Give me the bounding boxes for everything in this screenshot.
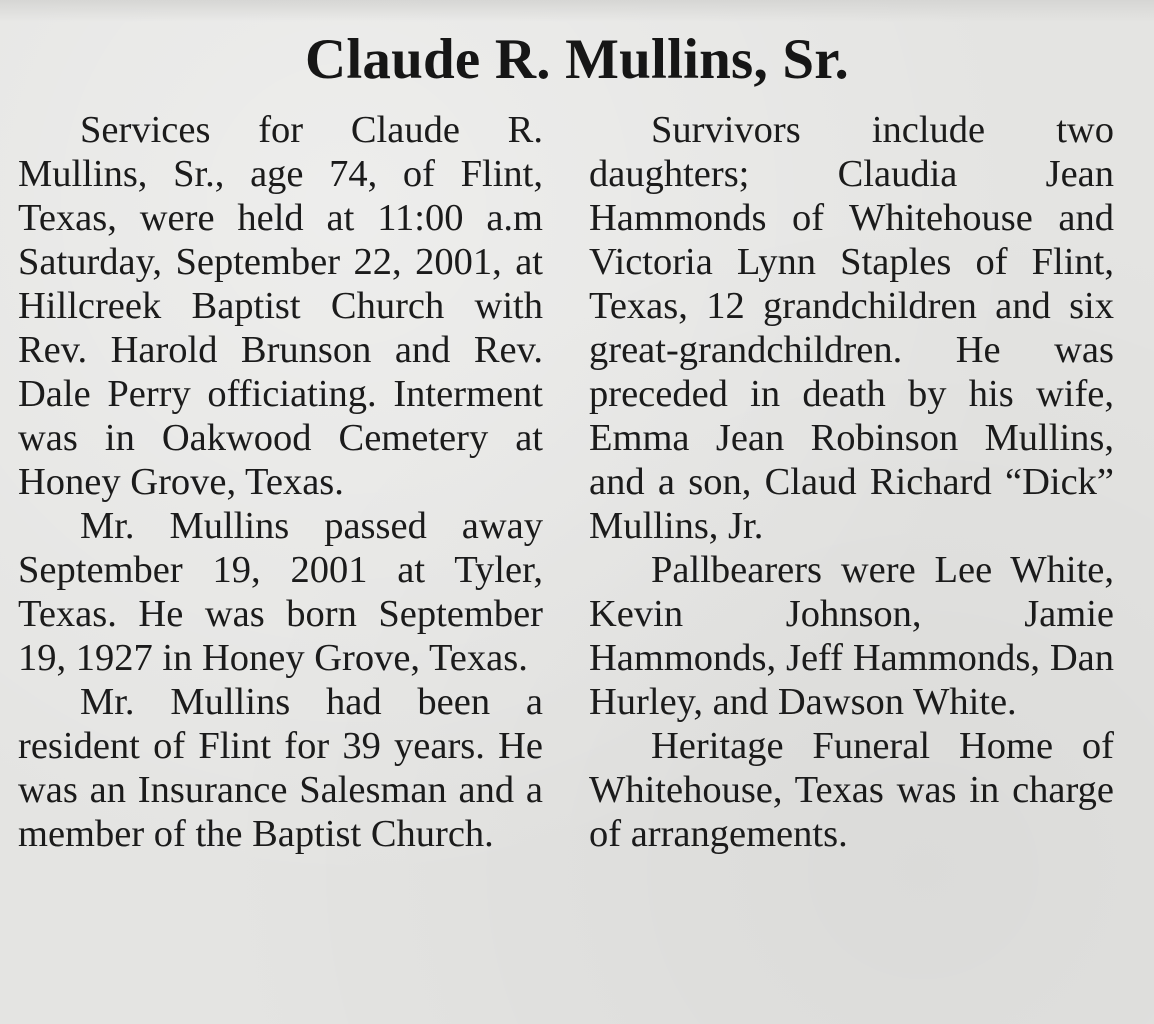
- death-birth-paragraph: Mr. Mullins passed away September 19, 2001 at Tyler, Texas. He was born September 19, 1927 in Honey Grove, Texas.: [18, 505, 543, 679]
- services-paragraph: Services for Claude R. Mullins, Sr., age 74, of Flint, Texas, were held at 11:00 a.m Saturday, September 22, 2001, at Hillcreek Baptist Church with Rev. Harold Brunson and Rev. Dale Perry officiating. Interment was in Oakwood Cemetery at Honey Grove, Texas.: [18, 109, 543, 503]
- survivors-paragraph: Survivors include two daughters; Claudia Jean Hammonds of Whitehouse and Victoria Lynn Staples of Flint, Texas, 12 grandchildren and six great-grandchildren. He was preceded in death by his wife, Emma Jean Robinson Mullins, and a son, Claud Richard “Dick” Mullins, Jr.: [589, 109, 1114, 547]
- left-column: [18, 108, 543, 856]
- clipping-top-edge: [0, 0, 1154, 22]
- right-column: [589, 108, 1114, 856]
- arrangements-paragraph: Heritage Funeral Home of Whitehouse, Texas was in charge of arrangements.: [589, 725, 1114, 855]
- pallbearers-paragraph: Pallbearers were Lee White, Kevin Johnson, Jamie Hammonds, Jeff Hammonds, Dan Hurley, and Dawson White.: [589, 549, 1114, 723]
- residence-paragraph: Mr. Mullins had been a resident of Flint for 39 years. He was an Insurance Salesman and a member of the Baptist Church.: [18, 681, 543, 855]
- obituary-title: Claude R. Mullins, Sr.: [305, 28, 849, 91]
